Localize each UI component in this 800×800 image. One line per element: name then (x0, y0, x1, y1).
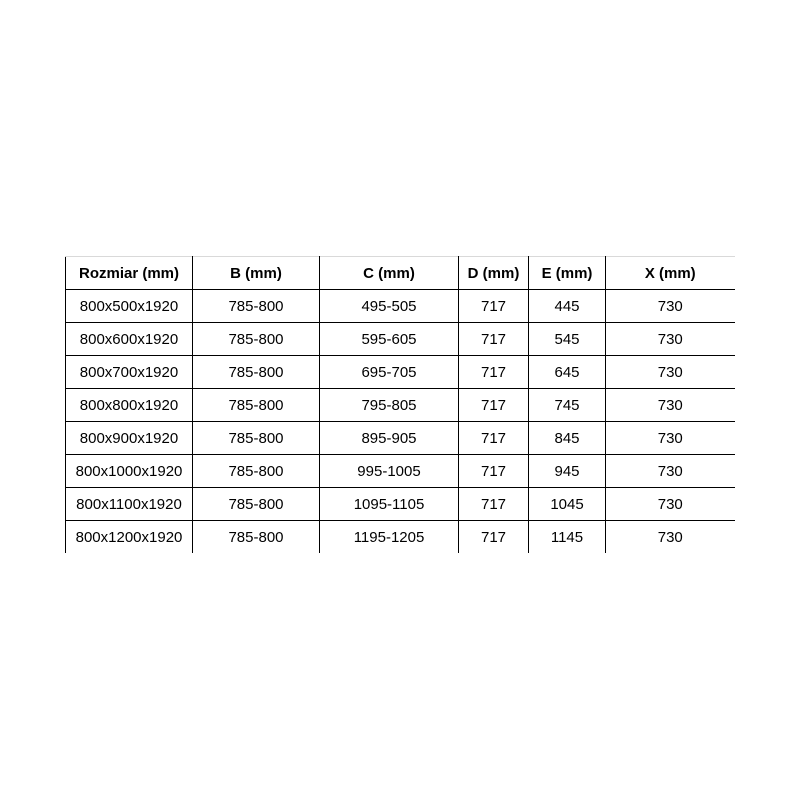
table-cell: 730 (657, 528, 683, 546)
table-cell: 730 (606, 455, 735, 488)
table-row (66, 455, 735, 488)
table-cell: 717 (459, 356, 529, 389)
table-cell: 595-605 (320, 323, 459, 356)
table-cell: 717 (459, 455, 529, 488)
table-cell: 695-705 (320, 356, 459, 389)
table-cell: 645 (529, 356, 606, 389)
table-cell: 717 (459, 290, 529, 323)
table-row (66, 323, 735, 356)
table-cell: 845 (529, 422, 606, 455)
table-row (66, 356, 735, 389)
table-cell: 745 (529, 389, 606, 422)
table-cell: 785-800 (193, 455, 320, 488)
table-cell: 495-505 (320, 290, 459, 323)
table-row (66, 521, 735, 554)
table-cell: 717 (459, 389, 529, 422)
column-header-rozmiar: Rozmiar (mm) (66, 257, 193, 290)
dimensions-table (65, 256, 735, 553)
table-cell: 785-800 (193, 389, 320, 422)
table-cell: 995-1005 (320, 455, 459, 488)
table-cell: 800x800x1920 (66, 389, 193, 422)
table-cell: 800x1200x1920 (66, 521, 193, 554)
table-row (66, 422, 735, 455)
table-cell: 730 (606, 422, 735, 455)
column-header-x: X (mm) (606, 257, 735, 290)
table-cell: 800x900x1920 (66, 422, 193, 455)
table-cell: 730 (606, 323, 735, 356)
table-cell: 800x500x1920 (66, 290, 193, 323)
table-body (66, 290, 735, 554)
table-cell: 800x1000x1920 (66, 455, 193, 488)
table-cell: 795-805 (320, 389, 459, 422)
table-cell: 1145 (529, 521, 606, 554)
table-cell: 800x700x1920 (66, 356, 193, 389)
table-cell: 785-800 (193, 290, 320, 323)
table-cell: 730 (606, 389, 735, 422)
table-cell: 1095-1105 (320, 488, 459, 521)
table-cell: 730 (606, 488, 735, 521)
header-row (66, 257, 735, 290)
table-row (66, 488, 735, 521)
table-row (66, 389, 735, 422)
table-cell: 717 (459, 422, 529, 455)
table-cell: 445 (529, 290, 606, 323)
table-cell: 800x1100x1920 (66, 488, 193, 521)
column-header-e: E (mm) (529, 257, 606, 290)
table-cell: 545 (529, 323, 606, 356)
column-header-c: C (mm) (320, 257, 459, 290)
table-cell: 785-800 (193, 422, 320, 455)
table-cell: 717 (459, 488, 529, 521)
column-header-d: D (mm) (459, 257, 529, 290)
table-cell: 785-800 (193, 356, 320, 389)
table-cell: 1045 (529, 488, 606, 521)
table-cell: 785-800 (193, 323, 320, 356)
table-cell: 785-800 (193, 488, 320, 521)
table-cell: 800x600x1920 (66, 323, 193, 356)
table-cell: 730 (606, 290, 735, 323)
table-row (66, 290, 735, 323)
table-cell: 945 (529, 455, 606, 488)
table-cell: 730 (606, 356, 735, 389)
table-cell: 785-800 (193, 521, 320, 554)
table-cell: 1195-1205 (320, 521, 459, 554)
column-header-b: B (mm) (193, 257, 320, 290)
table-cell: 895-905 (320, 422, 459, 455)
table-cell: 717 (459, 521, 529, 554)
table-cell: 717 (459, 323, 529, 356)
